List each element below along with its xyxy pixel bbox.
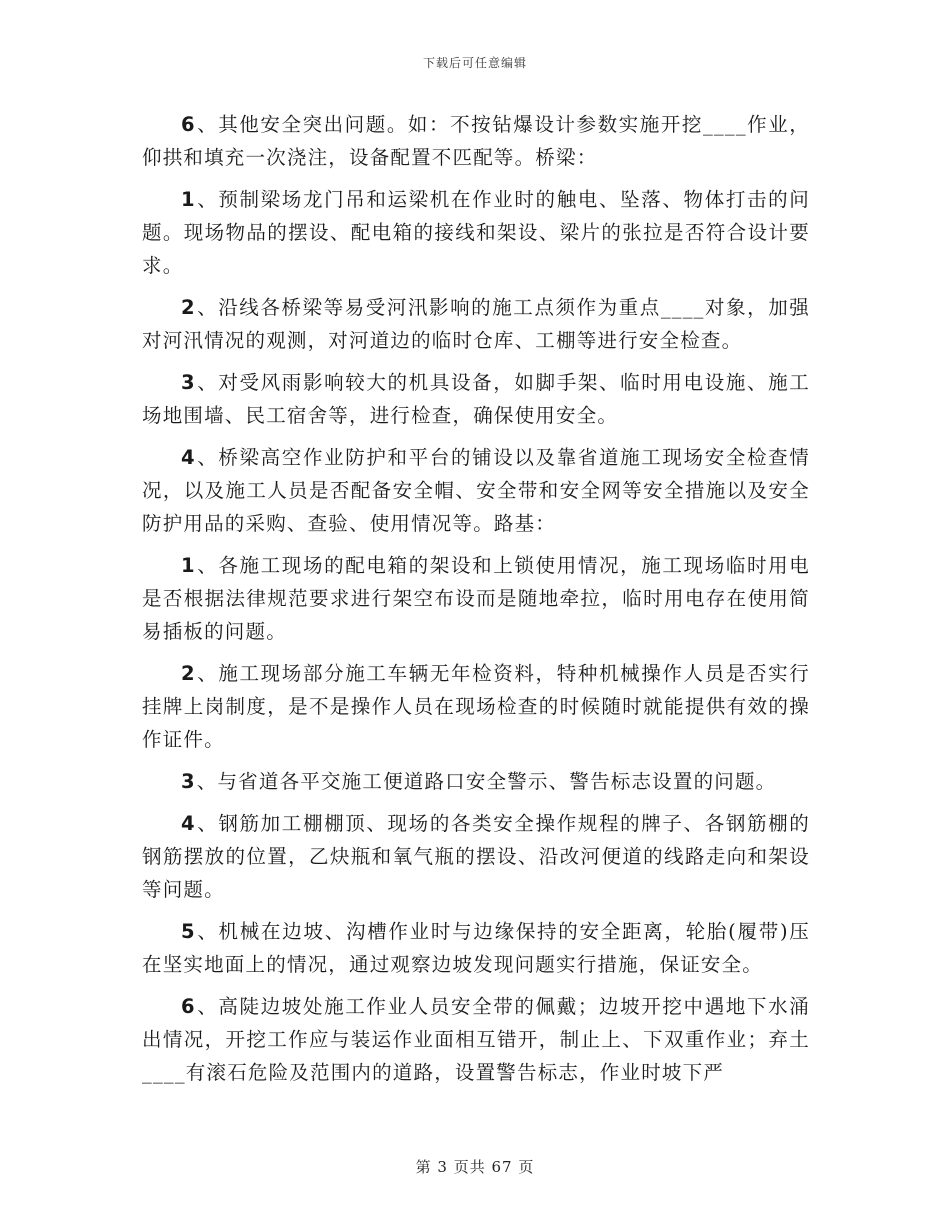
item-number: 2 (181, 296, 196, 319)
paragraph-text: 、与省道各平交施工便道路口安全警示、警告标志设置的问题。 (196, 770, 777, 793)
paragraph-text: 、钢筋加工棚棚顶、现场的各类安全操作规程的牌子、各钢筋棚的钢筋摆放的位置，乙炔瓶和氧气瓶的摆设、沿改河便道的线路走向和架设等问题。 (142, 812, 810, 901)
paragraph (142, 549, 810, 648)
paragraph-text: 、预制梁场龙门吊和运梁机在作业时的触电、坠落、物体打击的问题。现场物品的摆设、配电箱的接线和架设、梁片的张拉是否符合设计要求。 (142, 188, 810, 277)
paragraph-text: 、沿线各桥梁等易受河汛影响的施工点须作为重点____对象，加强对河汛情况的观测，对河道边的临时仓库、工棚等进行安全检查。 (142, 296, 810, 352)
paragraph (142, 915, 810, 981)
paragraph (142, 765, 810, 798)
item-number: 3 (181, 371, 196, 394)
paragraph (142, 291, 810, 357)
paragraph-text: 、桥梁高空作业防护和平台的铺设以及靠省道施工现场安全检查情况，以及施工人员是否配备安全帽、安全带和安全网等安全措施以及安全防护用品的采购、查验、使用情况等。路基： (142, 446, 810, 535)
item-number: 1 (181, 554, 196, 577)
item-number: 5 (181, 920, 196, 943)
paragraph-text: 、高陡边坡处施工作业人员安全带的佩戴；边坡开挖中遇地下水涌出情况，开挖工作应与装运作业面相互错开，制止上、下双重作业；弃土____有滚石危险及范围内的道路，设置警告标志，作业时坡下严 (142, 995, 810, 1084)
paragraph (142, 990, 810, 1089)
item-number: 1 (181, 188, 196, 211)
paragraph (142, 108, 810, 174)
paragraph (142, 441, 810, 540)
paragraph-text: 、机械在边坡、沟槽作业时与边缘保持的安全距离，轮胎(履带)压在坚实地面上的情况，通过观察边坡发现问题实行措施，保证安全。 (142, 920, 810, 976)
page-header: 下载后可任意编辑 (422, 56, 527, 70)
paragraph-text: 、对受风雨影响较大的机具设备，如脚手架、临时用电设施、施工场地围墙、民工宿舍等，进行检查，确保使用安全。 (142, 371, 810, 427)
paragraph-text: 、各施工现场的配电箱的架设和上锁使用情况，施工现场临时用电是否根据法律规范要求进行架空布设而是随地牵拉，临时用电存在使用简易插板的问题。 (142, 554, 810, 643)
item-number: 6 (181, 995, 196, 1018)
item-number: 4 (181, 446, 196, 469)
item-number: 4 (181, 812, 196, 835)
paragraph (142, 183, 810, 282)
document-body (142, 108, 810, 1098)
item-number: 2 (181, 662, 196, 685)
paragraph (142, 657, 810, 756)
page-footer: 第 3 页共 67 页 (415, 1158, 535, 1176)
paragraph-text: 、施工现场部分施工车辆无年检资料，特种机械操作人员是否实行挂牌上岗制度，是不是操作人员在现场检查的时候随时就能提供有效的操作证件。 (142, 662, 810, 751)
item-number: 6 (181, 113, 196, 136)
paragraph-text: 、其他安全突出问题。如：不按钻爆设计参数实施开挖____作业，仰拱和填充一次浇注，设备配置不匹配等。桥梁： (142, 113, 810, 169)
paragraph (142, 807, 810, 906)
item-number: 3 (181, 770, 196, 793)
paragraph (142, 366, 810, 432)
